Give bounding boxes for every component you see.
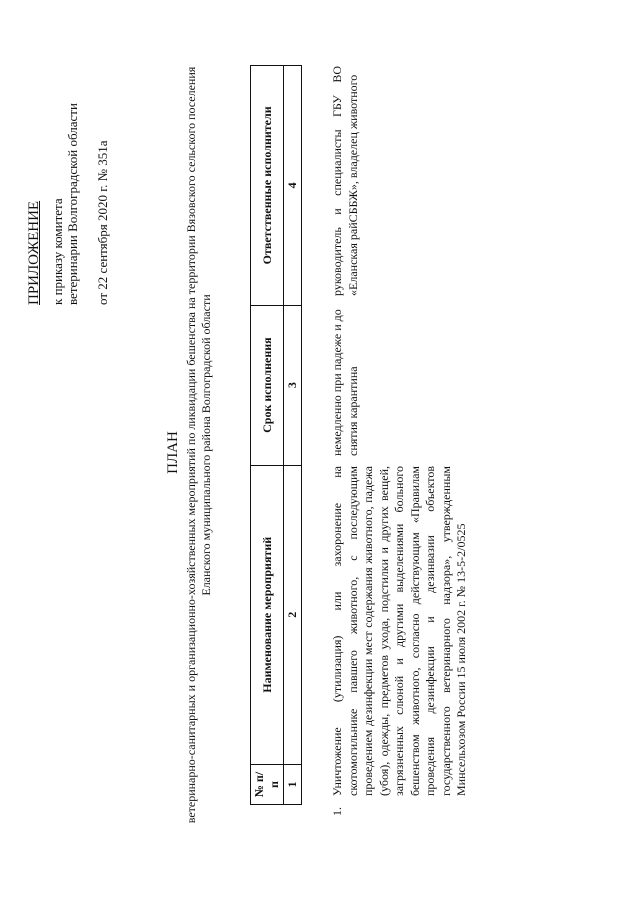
plan-subtitle: ветеринарно-санитарных и организационно-хозяйственных мероприятий по ликвидации бешенства на территории Вязовского сельского поселения Еланского муниципального района Волгоградской области [184, 66, 213, 824]
measure-text: Уничтожение (утилизация) или захоронение на скотомогильнике павшего животного, с последующим проведением дезинфекции мест содержания животного, падежа (убоя), одежды, предметов ухода, подстилки и других вещей, загрязненных слюной и другими выделениями больного бешенством животного, согласно действующим «Правилам проведения дезинфекции и дезинвазии объектов государственного ветеринарного надзора», утвержденным Минсельхозом России 15 июля 2002 г. № 13-5-2/0525 [330, 466, 468, 796]
row-number: 1. [330, 807, 344, 816]
responsible-text: руководитель и специалисты ГБУ ВО «Еланская райСББЖ», владелец животного [330, 66, 360, 296]
plan-title: ПЛАН [165, 431, 181, 474]
table-row [330, 61, 470, 821]
column-number-row [284, 66, 302, 805]
plan-table-header [250, 65, 302, 805]
header-cell-measure: Наименование мероприятий [251, 465, 284, 765]
header-cell-responsible: Ответственные исполнители [251, 66, 284, 306]
appendix-heading: ПРИЛОЖЕНИЕ [26, 200, 42, 305]
header-cell-deadline: Срок исполнения [251, 305, 284, 465]
column-number: 4 [284, 66, 302, 306]
deadline-text: немедленно при падеже и до снятия карантина [330, 309, 360, 456]
appendix-reference [50, 103, 80, 305]
column-number: 1 [284, 765, 302, 805]
column-number: 3 [284, 305, 302, 465]
appendix-date: от 22 сентября 2020 г. № 351а [95, 140, 110, 305]
appendix-line-1: к приказу комитета [50, 198, 65, 305]
column-number: 2 [284, 465, 302, 765]
header-cell-num: № п/п [251, 765, 284, 805]
plan-table-body [330, 61, 470, 821]
header-row [251, 66, 284, 805]
appendix-line-2: ветеринарии Волгоградской области [65, 103, 80, 305]
